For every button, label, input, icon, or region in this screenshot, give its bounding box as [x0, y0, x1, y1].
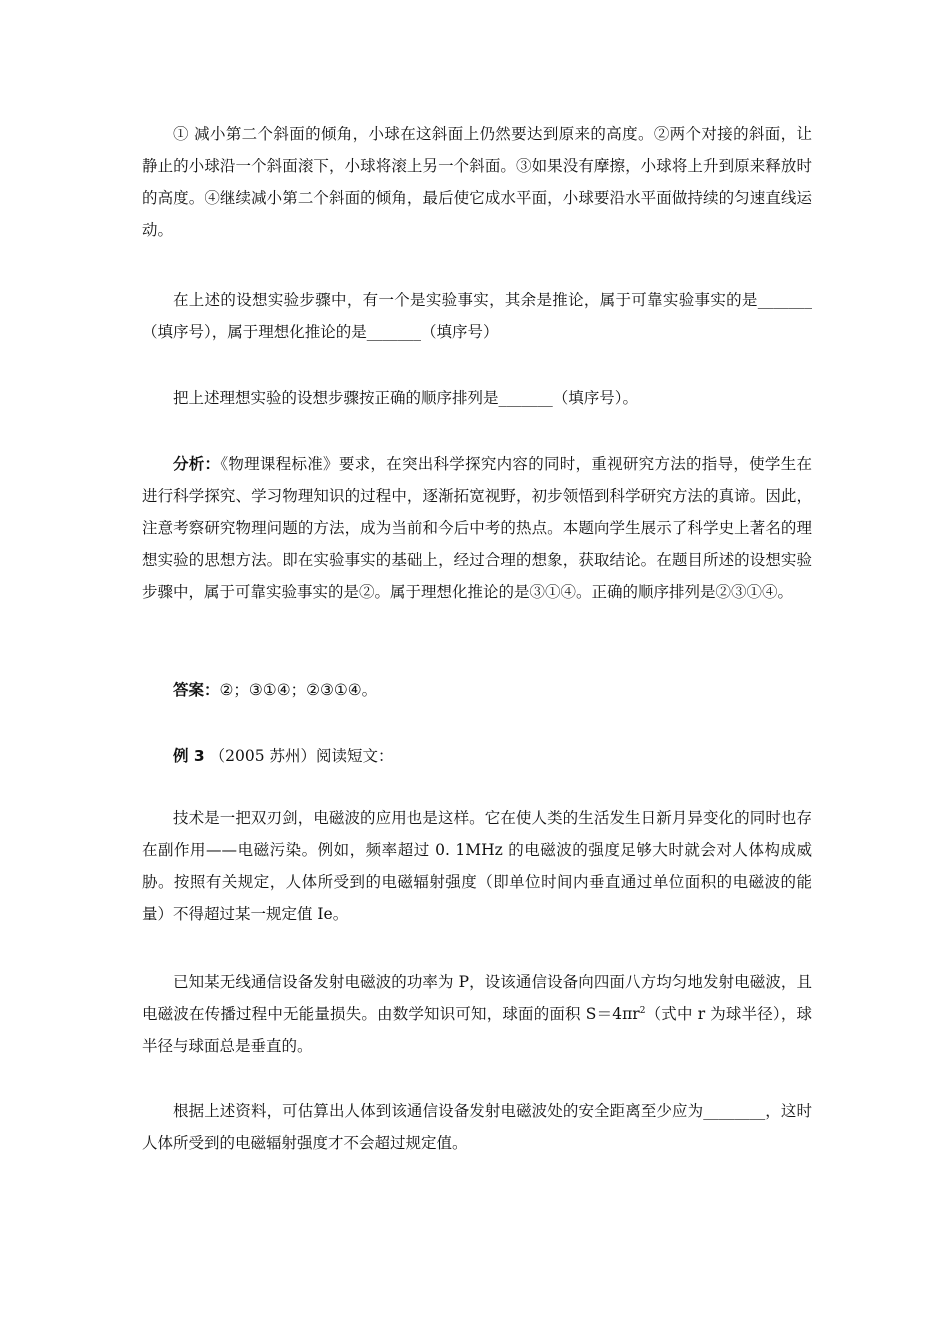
question-order-paragraph: 把上述理想实验的设想步骤按正确的顺序排列是_______（填序号）。 — [173, 389, 639, 407]
experiment-steps-paragraph: ① 减小第二个斜面的倾角，小球在这斜面上仍然要达到原来的高度。②两个对接的斜面，让静止的小球沿一个斜面滚下，小球将滚上另一个斜面。③如果没有摩擦，小球将上升到原来释放时的高度。④继续减小第二个斜面的倾角，最后使它成水平面，小球要沿水平面做持续的匀速直线运动。 — [142, 125, 812, 239]
question-fill-in-paragraph: 在上述的设想实验步骤中，有一个是实验事实，其余是推论，属于可靠实验事实的是_______（填序号），属于理想化推论的是_______（填序号） — [142, 291, 812, 341]
passage-text-after: （式中 r 为球半径），球半径与球面总是垂直的。 — [142, 1005, 813, 1055]
analysis-label: 分析： — [173, 455, 221, 473]
answer-body: ②；③①④；②③①④。 — [219, 681, 378, 699]
reading-passage-paragraph-2 — [142, 966, 812, 1062]
analysis-paragraph — [142, 448, 812, 608]
question-distance-paragraph: 根据上述资料，可估算出人体到该通信设备发射电磁波处的安全距离至少应为________，这时人体所受到的电磁辐射强度才不会超过规定值。 — [142, 1102, 812, 1152]
reading-passage-paragraph-1: 技术是一把双刃剑，电磁波的应用也是这样。它在使人类的生活发生日新月异变化的同时也存在副作用——电磁污染。例如，频率超过 0. 1MHz 的电磁波的强度足够大时就会对人体构成威胁。按照有关规定，人体所受到的电磁辐射强度（即单位时间内垂直通过单位面积的电磁波的能量）不得超过某一规定值 Ie。 — [142, 809, 812, 923]
example-source: （2005 苏州）阅读短文： — [209, 747, 394, 765]
passage-text-before: 已知某无线通信设备发射电磁波的功率为 P，设该通信设备向四面八方均匀地发射电磁波，且电磁波在传播过程中无能量损失。由数学知识可知，球面的面积 S＝4πr — [142, 973, 812, 1023]
answer-label: 答案： — [173, 681, 220, 699]
answer-paragraph — [142, 674, 377, 706]
example-heading-paragraph — [142, 740, 394, 772]
example-label: 例 3 — [173, 747, 205, 765]
superscript-exponent: 2 — [639, 1005, 646, 1016]
analysis-body: 《物理课程标准》要求，在突出科学探究内容的同时，重视研究方法的指导，使学生在进行科学探究、学习物理知识的过程中，逐渐拓宽视野，初步领悟到科学研究方法的真谛。因此，注意考察研究物理问题的方法，成为当前和今后中考的热点。本题向学生展示了科学史上著名的理想实验的思想方法。即在实验事实的基础上，经过合理的想象，获取结论。在题目所述的设想实验步骤中，属于可靠实验事实的是②。属于理想化推论的是③①④。正确的顺序排列是②③①④。 — [142, 455, 812, 601]
